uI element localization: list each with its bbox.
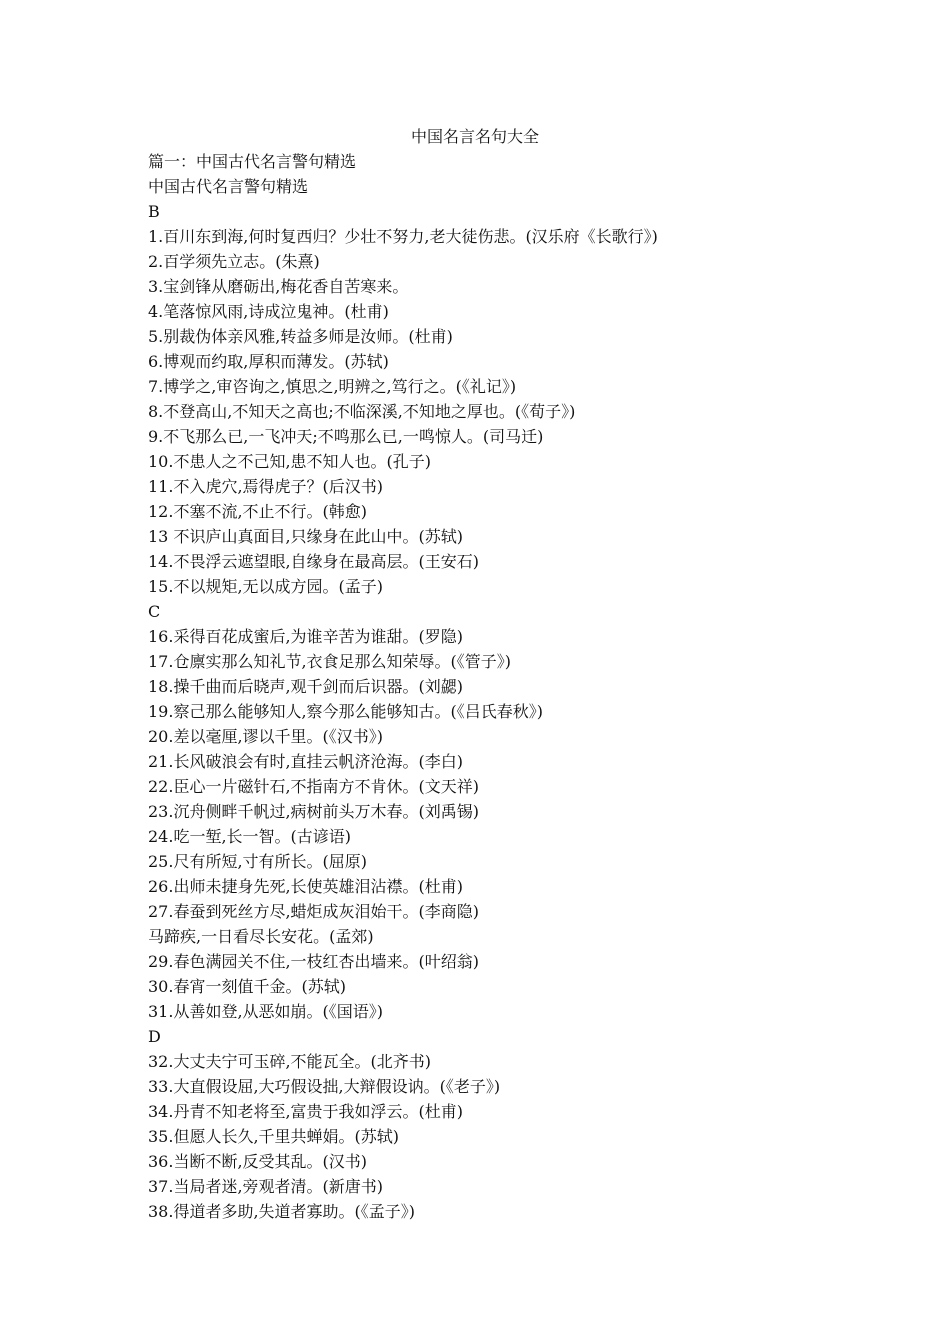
text-line: 34.丹青不知老将至,富贵于我如浮云。(杜甫) — [148, 1102, 464, 1121]
text-line: 20.差以毫厘,谬以千里。(《汉书》) — [148, 727, 384, 746]
text-line: 37.当局者迷,旁观者清。(新唐书) — [148, 1177, 384, 1196]
text-line: 13 不识庐山真面目,只缘身在此山中。(苏轼) — [148, 527, 464, 546]
text-line: 15.不以规矩,无以成方园。(孟子) — [148, 577, 384, 596]
text-line: 29.春色满园关不住,一枝红杏出墙来。(叶绍翁) — [148, 952, 480, 971]
text-line: 23.沉舟侧畔千帆过,病树前头万木春。(刘禹锡) — [148, 802, 480, 821]
text-line: 25.尺有所短,寸有所长。(屈原) — [148, 852, 368, 871]
text-line: 14.不畏浮云遮望眼,自缘身在最高层。(王安石) — [148, 552, 480, 571]
text-line: 马蹄疾,一日看尽长安花。(孟郊) — [148, 927, 374, 946]
text-line: 19.察己那么能够知人,察今那么能够知古。(《吕氏春秋》) — [148, 702, 544, 721]
text-line: 30.春宵一刻值千金。(苏轼) — [148, 977, 346, 996]
text-line: 5.别裁伪体亲风雅,转益多师是汝师。(杜甫) — [148, 327, 453, 346]
text-line: 4.笔落惊风雨,诗成泣鬼神。(杜甫) — [148, 302, 389, 321]
text-line: 38.得道者多助,失道者寡助。(《孟子》) — [148, 1202, 416, 1221]
text-line: 18.操千曲而后晓声,观千剑而后识器。(刘勰) — [148, 677, 464, 696]
text-line: 3.宝剑锋从磨砺出,梅花香自苦寒来。 — [148, 277, 409, 296]
text-line: 17.仓廪实那么知礼节,衣食足那么知荣辱。(《管子》) — [148, 652, 512, 671]
text-line: 10.不患人之不己知,患不知人也。(孔子) — [148, 452, 432, 471]
text-line: 6.博观而约取,厚积而薄发。(苏轼) — [148, 352, 389, 371]
text-line: 7.博学之,审咨询之,慎思之,明辨之,笃行之。(《礼记》) — [148, 377, 517, 396]
text-line: 篇一：中国古代名言警句精选 — [148, 152, 357, 171]
text-line: 33.大直假设屈,大巧假设拙,大辩假设讷。(《老子》) — [148, 1077, 501, 1096]
text-line: 22.臣心一片磁针石,不指南方不肯休。(文天祥) — [148, 777, 480, 796]
text-line: 16.采得百花成蜜后,为谁辛苦为谁甜。(罗隐) — [148, 627, 464, 646]
text-line: 8.不登高山,不知天之高也;不临深溪,不知地之厚也。(《荀子》) — [148, 402, 576, 421]
text-line: 27.春蚕到死丝方尽,蜡炬成灰泪始干。(李商隐) — [148, 902, 480, 921]
text-line: 1.百川东到海,何时复西归？少壮不努力,老大徒伤悲。(汉乐府《长歌行》) — [148, 227, 658, 246]
text-line: 11.不入虎穴,焉得虎子？(后汉书) — [148, 477, 384, 496]
document-title: 中国名言名句大全 — [410, 127, 539, 146]
text-line: 24.吃一堑,长一智。(古谚语) — [148, 827, 352, 846]
text-line: 中国古代名言警句精选 — [148, 177, 309, 196]
text-line: 12.不塞不流,不止不行。(韩愈) — [148, 502, 368, 521]
text-line: 21.长风破浪会有时,直挂云帆济沧海。(李白) — [148, 752, 464, 771]
text-line: C — [148, 602, 161, 621]
text-line: 26.出师未捷身先死,长使英雄泪沾襟。(杜甫) — [148, 877, 464, 896]
text-line: B — [148, 202, 160, 221]
text-line: D — [148, 1027, 161, 1046]
text-line: 31.从善如登,从恶如崩。(《国语》) — [148, 1002, 384, 1021]
text-line: 35.但愿人长久,千里共蝉娟。(苏轼) — [148, 1127, 400, 1146]
document-body — [148, 149, 908, 1224]
text-line: 36.当断不断,反受其乱。(汉书) — [148, 1152, 368, 1171]
text-line: 2.百学须先立志。(朱熹) — [148, 252, 320, 271]
text-line: 32.大丈夫宁可玉碎,不能瓦全。(北齐书) — [148, 1052, 432, 1071]
text-line: 9.不飞那么已,一飞冲天;不鸣那么已,一鸣惊人。(司马迁) — [148, 427, 544, 446]
